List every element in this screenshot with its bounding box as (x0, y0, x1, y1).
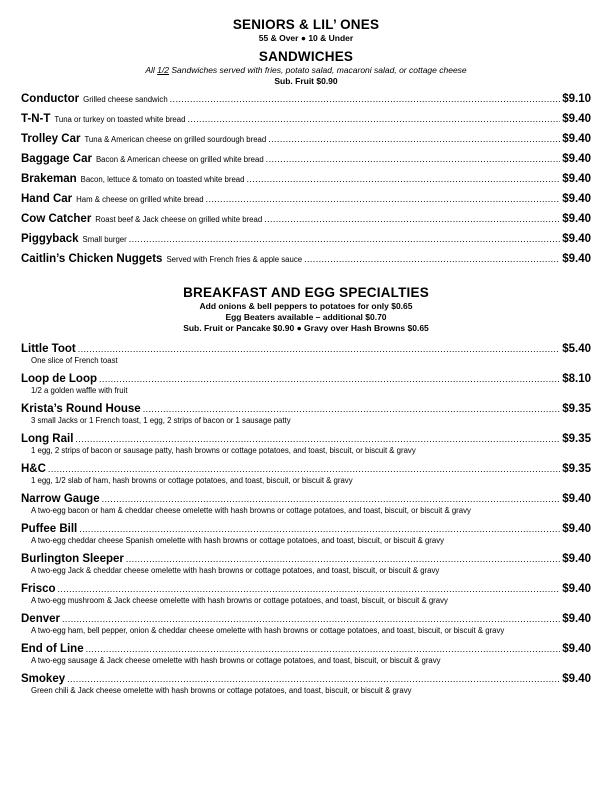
item-name: Brakeman (21, 173, 77, 185)
item-price: $9.40 (562, 613, 591, 625)
item-desc: Served with French fries & apple sauce (166, 255, 303, 264)
breakfast-note: Egg Beaters available – additional $0.70 (225, 312, 387, 322)
item-name: Hand Car (21, 193, 73, 205)
item-desc: Roast beef & Jack cheese on grilled white bread (95, 215, 263, 224)
seniors-title: SENIORS & LIL’ ONES (232, 17, 380, 32)
menu-item (21, 213, 591, 233)
menu-item (21, 553, 591, 583)
item-desc: A two-egg bacon or ham & cheddar cheese omelette with hash browns or cottage potatoes, and toast, biscuit, or biscuit & gravy (31, 506, 471, 515)
item-name: Krista’s Round House (21, 403, 141, 415)
item-name: Little Toot (21, 343, 76, 355)
menu-item (21, 193, 591, 213)
item-name: Loop de Loop (21, 373, 98, 385)
dot-leader (58, 584, 561, 594)
item-name: H&C (21, 463, 46, 475)
item-desc: A two-egg cheddar cheese Spanish omelette with hash browns or cottage potatoes, and toast, biscuit, or biscuit & gravy (31, 536, 445, 545)
breakfast-note: Sub. Fruit or Pancake $0.90 ● Gravy over Hash Browns $0.65 (183, 323, 429, 333)
dot-leader (206, 194, 561, 204)
menu-item (21, 403, 591, 433)
item-price: $9.40 (562, 113, 591, 125)
seniors-subtitle: 55 & Over ● 10 & Under (258, 33, 354, 43)
menu-item (21, 343, 591, 373)
sandwiches-note: All 1/2 Sandwiches served with fries, potato salad, macaroni salad, or cottage cheese (145, 65, 467, 75)
menu-item (21, 253, 591, 273)
item-price: $9.40 (562, 173, 591, 185)
item-price: $8.10 (562, 373, 591, 385)
item-price: $9.40 (562, 253, 591, 265)
menu-item (21, 613, 591, 643)
item-price: $9.40 (562, 233, 591, 245)
menu-item (21, 463, 591, 493)
dot-leader (78, 344, 561, 354)
dot-leader (170, 94, 561, 104)
dot-leader (187, 114, 560, 124)
item-name: Baggage Car (21, 153, 92, 165)
item-desc: Ham & cheese on grilled white bread (76, 195, 204, 204)
item-desc: A two-egg mushroom & Jack cheese omelette with hash browns or cottage potatoes, and toast, biscuit, or biscuit & gravy (31, 596, 448, 605)
item-name: Burlington Sleeper (21, 553, 124, 565)
dot-leader (264, 214, 560, 224)
dot-leader (48, 464, 560, 474)
menu-item (21, 433, 591, 463)
item-desc: 1 egg, 2 strips of bacon or sausage patty, hash browns or cottage potatoes, and toast, biscuit, or biscuit & gravy (31, 446, 416, 455)
item-desc: 3 small Jacks or 1 French toast, 1 egg, 2 strips of bacon or 1 sausage patty (31, 416, 291, 425)
menu-item (21, 133, 591, 153)
breakfast-note: Add onions & bell peppers to potatoes for only $0.65 (199, 301, 413, 311)
item-desc: 1/2 a golden waffle with fruit (31, 386, 128, 395)
menu-item (21, 93, 591, 113)
item-desc: A two-egg sausage & Jack cheese omelette with hash browns or cottage potatoes, and toast, biscuit, or biscuit & gravy (31, 656, 441, 665)
item-price: $9.35 (562, 403, 591, 415)
item-name: Cow Catcher (21, 213, 92, 225)
dot-leader (79, 524, 560, 534)
item-price: $9.40 (562, 493, 591, 505)
dot-leader (129, 234, 560, 244)
item-price: $9.10 (562, 93, 591, 105)
breakfast-list (21, 343, 591, 703)
dot-leader (246, 174, 560, 184)
breakfast-title: BREAKFAST AND EGG SPECIALTIES (183, 285, 429, 300)
item-price: $9.40 (562, 673, 591, 685)
item-price: $9.40 (562, 643, 591, 655)
menu-item (21, 523, 591, 553)
menu-item (21, 173, 591, 193)
item-name: Caitlin’s Chicken Nuggets (21, 253, 163, 265)
item-desc: Small burger (82, 235, 127, 244)
item-price: $9.40 (562, 583, 591, 595)
item-price: $9.40 (562, 133, 591, 145)
menu-item (21, 673, 591, 703)
item-name: Denver (21, 613, 60, 625)
item-name: Frisco (21, 583, 56, 595)
dot-leader (126, 554, 560, 564)
item-desc: Bacon, lettuce & tomato on toasted white bread (80, 175, 245, 184)
item-price: $9.35 (562, 433, 591, 445)
item-price: $9.40 (562, 523, 591, 535)
item-name: Narrow Gauge (21, 493, 100, 505)
menu-item (21, 373, 591, 403)
dot-leader (102, 494, 561, 504)
dot-leader (62, 614, 560, 624)
item-desc: Bacon & American cheese on grilled white bread (95, 155, 264, 164)
dot-leader (86, 644, 561, 654)
item-name: End of Line (21, 643, 84, 655)
dot-leader (304, 254, 560, 264)
dot-leader (75, 434, 560, 444)
item-price: $9.35 (562, 463, 591, 475)
dot-leader (99, 374, 560, 384)
item-name: Long Rail (21, 433, 74, 445)
sandwiches-title: SANDWICHES (258, 49, 354, 64)
item-name: Conductor (21, 93, 80, 105)
item-name: T-N-T (21, 113, 51, 125)
item-price: $9.40 (562, 213, 591, 225)
item-price: $5.40 (562, 343, 591, 355)
item-desc: A two-egg ham, bell pepper, onion & cheddar cheese omelette with hash browns or cottage potatoes, and toast, biscuit, or biscuit & gravy (31, 626, 505, 635)
item-desc: Tuna & American cheese on grilled sourdough bread (84, 135, 267, 144)
dot-leader (143, 404, 561, 414)
item-name: Piggyback (21, 233, 79, 245)
item-name: Puffee Bill (21, 523, 78, 535)
menu-item (21, 113, 591, 133)
menu-item (21, 493, 591, 523)
item-desc: Tuna or turkey on toasted white bread (54, 115, 186, 124)
sandwich-list (21, 93, 591, 273)
item-price: $9.40 (562, 193, 591, 205)
menu-item (21, 153, 591, 173)
dot-leader (67, 674, 560, 684)
menu-item (21, 583, 591, 613)
item-price: $9.40 (562, 153, 591, 165)
dot-leader (268, 134, 560, 144)
sandwiches-sub-note: Sub. Fruit $0.90 (274, 76, 338, 86)
item-desc: Grilled cheese sandwich (83, 95, 168, 104)
menu-page (21, 0, 591, 703)
item-desc: One slice of French toast (31, 356, 118, 365)
dot-leader (266, 154, 561, 164)
item-name: Smokey (21, 673, 66, 685)
item-desc: Green chili & Jack cheese omelette with hash browns or cottage potatoes, and toast, biscuit, or biscuit & gravy (31, 686, 412, 695)
item-name: Trolley Car (21, 133, 81, 145)
menu-item (21, 643, 591, 673)
item-desc: 1 egg, 1/2 slab of ham, hash browns or cottage potatoes, and toast, biscuit, or biscuit & gravy (31, 476, 353, 485)
item-price: $9.40 (562, 553, 591, 565)
item-desc: A two-egg Jack & cheddar cheese omelette with hash browns or cottage potatoes, and toast, biscuit, or biscuit & gravy (31, 566, 440, 575)
menu-item (21, 233, 591, 253)
